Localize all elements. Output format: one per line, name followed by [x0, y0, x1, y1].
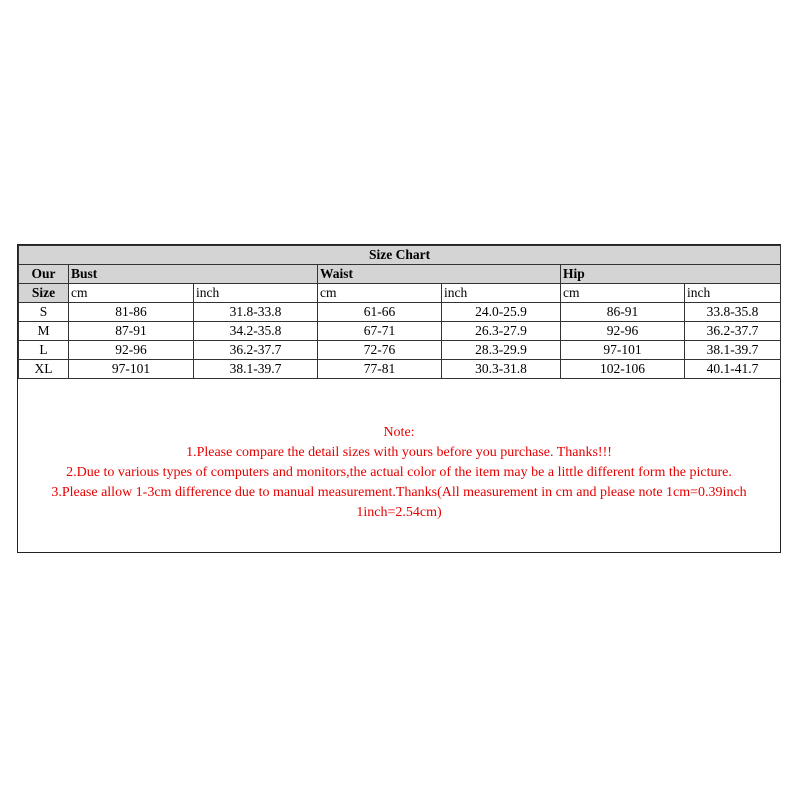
- unit-header: inch: [442, 284, 561, 303]
- chart-title: Size Chart: [19, 246, 781, 265]
- table-cell: 92-96: [69, 341, 194, 360]
- table-cell: 97-101: [561, 341, 685, 360]
- table-row: [19, 303, 781, 322]
- table-cell: 31.8-33.8: [194, 303, 318, 322]
- unit-header: inch: [194, 284, 318, 303]
- table-cell: 72-76: [318, 341, 442, 360]
- table-cell: 30.3-31.8: [442, 360, 561, 379]
- size-chart-table: [18, 245, 781, 379]
- table-cell: 102-106: [561, 360, 685, 379]
- group-header-row: [19, 265, 781, 284]
- table-cell: 34.2-35.8: [194, 322, 318, 341]
- size-chart: [17, 244, 781, 553]
- note-line: 1inch=2.54cm): [356, 505, 442, 520]
- our-size-header-top: Our: [19, 265, 69, 284]
- unit-header: cm: [69, 284, 194, 303]
- unit-header: cm: [561, 284, 685, 303]
- table-row: [19, 360, 781, 379]
- table-row: [19, 322, 781, 341]
- table-cell: 28.3-29.9: [442, 341, 561, 360]
- notes-block: [18, 423, 780, 523]
- title-row: [19, 246, 781, 265]
- table-cell: 86-91: [561, 303, 685, 322]
- group-header-hip: Hip: [561, 265, 781, 284]
- note-heading: Note:: [383, 425, 415, 440]
- table-cell: 36.2-37.7: [685, 322, 781, 341]
- table-cell: 92-96: [561, 322, 685, 341]
- unit-header: cm: [318, 284, 442, 303]
- table-cell: 61-66: [318, 303, 442, 322]
- unit-header-row: [19, 284, 781, 303]
- table-cell: 40.1-41.7: [685, 360, 781, 379]
- size-label: L: [19, 341, 69, 360]
- table-cell: 36.2-37.7: [194, 341, 318, 360]
- table-cell: 81-86: [69, 303, 194, 322]
- table-cell: 87-91: [69, 322, 194, 341]
- note-line: 2.Due to various types of computers and monitors,the actual color of the item may be a little different form the picture.: [66, 465, 732, 480]
- note-line: 3.Please allow 1-3cm difference due to manual measurement.Thanks(All measurement in cm and please note 1cm=0.39inch: [51, 485, 747, 500]
- table-cell: 24.0-25.9: [442, 303, 561, 322]
- group-header-waist: Waist: [318, 265, 561, 284]
- table-cell: 26.3-27.9: [442, 322, 561, 341]
- unit-header: inch: [685, 284, 781, 303]
- table-cell: 97-101: [69, 360, 194, 379]
- table-row: [19, 341, 781, 360]
- our-size-header-bottom: Size: [19, 284, 69, 303]
- note-line: 1.Please compare the detail sizes with yours before you purchase. Thanks!!!: [186, 445, 612, 460]
- size-label: S: [19, 303, 69, 322]
- table-cell: 38.1-39.7: [685, 341, 781, 360]
- table-cell: 67-71: [318, 322, 442, 341]
- table-cell: 38.1-39.7: [194, 360, 318, 379]
- table-cell: 33.8-35.8: [685, 303, 781, 322]
- size-label: XL: [19, 360, 69, 379]
- size-label: M: [19, 322, 69, 341]
- group-header-bust: Bust: [69, 265, 318, 284]
- table-cell: 77-81: [318, 360, 442, 379]
